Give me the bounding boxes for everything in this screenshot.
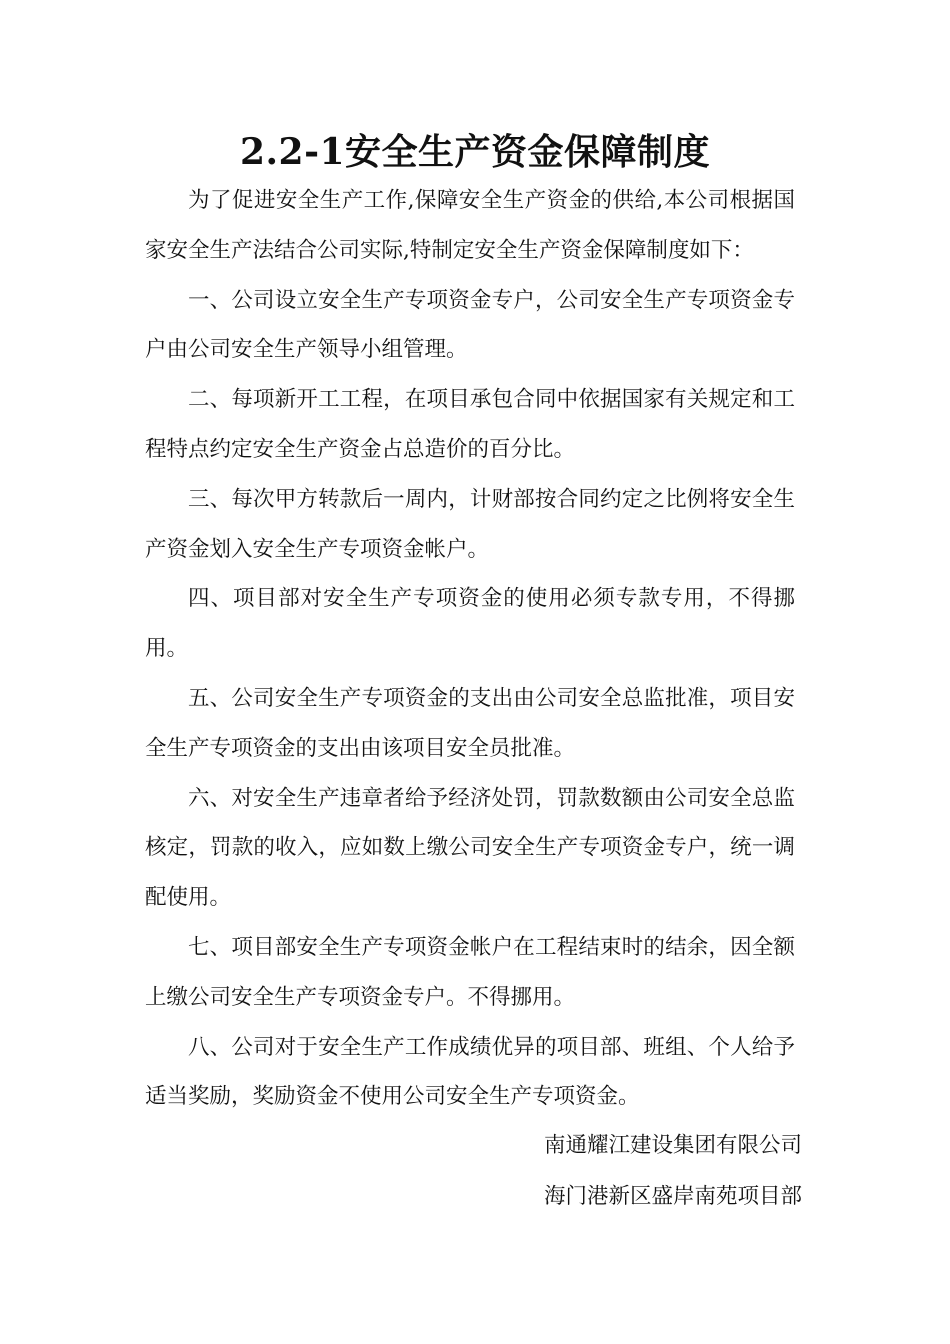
paragraph-clause-4: 四、项目部对安全生产专项资金的使用必须专款专用，不得挪用。 (145, 586, 795, 662)
paragraph-clause-5: 五、公司安全生产专项资金的支出由公司安全总监批准，项目安全生产专项资金的支出由该项目安全员批准。 (145, 685, 795, 761)
paragraph-clause-3: 三、每次甲方转款后一周内，计财部按合同约定之比例将安全生产资金划入安全生产专项资金帐户。 (145, 486, 795, 562)
signature-department: 海门港新区盛岸南苑项目部 (543, 1184, 802, 1209)
paragraph-clause-8: 八、公司对于安全生产工作成绩优异的项目部、班组、个人给予适当奖励，奖励资金不使用公司安全生产专项资金。 (145, 1034, 795, 1110)
page-title: 2.2-1安全生产资金保障制度 (239, 131, 711, 173)
signature-block (544, 1120, 802, 1222)
paragraph-clause-2: 二、每项新开工工程，在项目承包合同中依据国家有关规定和工程特点约定安全生产资金占总造价的百分比。 (145, 387, 795, 462)
paragraph-clause-7: 七、项目部安全生产专项资金帐户在工程结束时的结余，因全额上缴公司安全生产专项资金专户。不得挪用。 (145, 934, 795, 1010)
paragraph-intro: 为了促进安全生产工作,保障安全生产资金的供给,本公司根据国家安全生产法结合公司实际,特制定安全生产资金保障制度如下： (145, 188, 795, 263)
paragraph-clause-1: 一、公司设立安全生产专项资金专户，公司安全生产专项资金专户由公司安全生产领导小组管理。 (145, 287, 795, 363)
paragraph-clause-6: 六、对安全生产违章者给予经济处罚，罚款数额由公司安全总监核定，罚款的收入，应如数上缴公司安全生产专项资金专户，统一调配使用。 (145, 785, 795, 911)
signature-company: 南通耀江建设集团有限公司 (543, 1133, 802, 1158)
document-body (145, 176, 795, 1122)
